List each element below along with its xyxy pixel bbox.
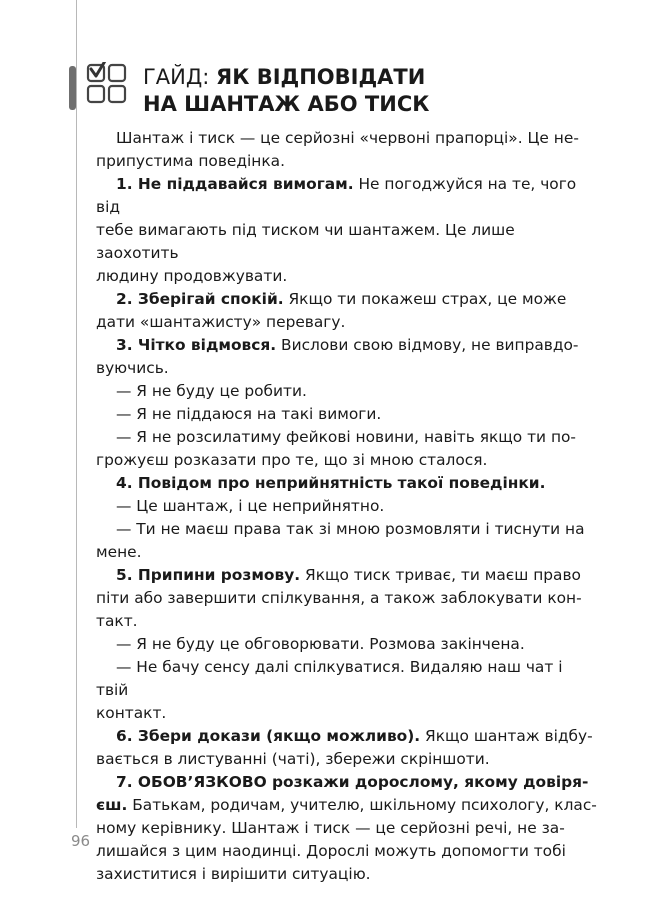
- title-line-2: НА ШАНТАЖ АБО ТИСК: [143, 92, 430, 116]
- checklist-icon: [86, 62, 130, 106]
- quote-line: — Я не піддаюся на такі вимоги.: [116, 405, 382, 423]
- step-7: 7. ОБОВ’ЯЗКОВО розкажи дорослому, якому довіря- єш. Батькам, родичам, учителю, шкільному психологу, клас- ному керівнику. Шантаж і тиск — це серйозні речі, не за- лишайся з цим наодинці. Дорослі можуть допомогти тобі захиститися і вирішити ситуацію.: [96, 773, 597, 883]
- title-lead: ГАЙД:: [143, 65, 217, 89]
- step-4: [96, 472, 598, 495]
- quote-line: — Я не буду це робити.: [116, 382, 307, 400]
- page-number: 96: [71, 832, 91, 850]
- step-6-title: 6. Збери докази (якщо можливо).: [116, 727, 421, 745]
- step-6: 6. Збери докази (якщо можливо). Якщо шантаж відбу- вається в листуванні (чаті), збережи скріншоти.: [96, 727, 593, 768]
- margin-rule: [76, 0, 77, 828]
- step-4-title: 4. Повідом про неприйнятність такої поведінки.: [116, 474, 546, 492]
- quote-line: — Я не розсилатиму фейкові новини, навіть якщо ти по- грожуєш розказати про те, що зі мною сталося.: [96, 428, 576, 469]
- quote-line: — Це шантаж, і це неприйнятно.: [116, 497, 385, 515]
- step-1-title: 1. Не піддавайся вимогам.: [116, 175, 354, 193]
- quote-line: — Ти не маєш права так зі мною розмовляти і тиснути на мене.: [96, 520, 585, 561]
- guide-text: [96, 127, 598, 886]
- step-3-title: 3. Чітко відмовся.: [116, 336, 277, 354]
- step-3: 3. Чітко відмовся. Вислови свою відмову, не виправдо- вуючись.: [96, 336, 579, 377]
- guide-title: [143, 64, 429, 118]
- step-7-title-cont: єш.: [96, 796, 128, 814]
- step-1: 1. Не піддавайся вимогам. Не погоджуйся на те, чого від тебе вимагають під тиском чи шантажем. Це лише заохотить людину продовжувати.: [96, 175, 577, 285]
- quote-line: — Я не буду це обговорювати. Розмова закінчена.: [116, 635, 525, 653]
- title-line-1: ЯК ВІДПОВІДАТИ: [216, 65, 426, 89]
- intro-paragraph: Шантаж і тиск — це серйозні «червоні прапорці». Це не- припустима поведінка.: [96, 129, 579, 170]
- step-5: 5. Припини розмову. Якщо тиск триває, ти маєш право піти або завершити спілкування, а також заблокувати кон- такт.: [96, 566, 582, 630]
- step-2: 2. Зберігай спокій. Якщо ти покажеш страх, це може дати «шантажисту» перевагу.: [96, 290, 567, 331]
- quote-line: — Не бачу сенсу далі спілкуватися. Видаляю наш чат і твій контакт.: [96, 658, 563, 722]
- step-7-title: 7. ОБОВ’ЯЗКОВО розкажи дорослому, якому довіря-: [116, 773, 589, 791]
- step-2-title: 2. Зберігай спокій.: [116, 290, 284, 308]
- step-5-title: 5. Припини розмову.: [116, 566, 301, 584]
- header-accent-bar: [69, 66, 76, 110]
